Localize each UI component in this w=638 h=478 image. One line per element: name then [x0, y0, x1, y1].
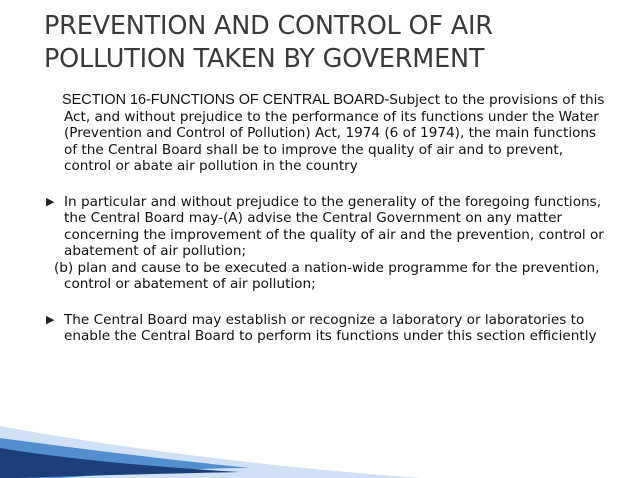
slide-title-line-1: PREVENTION AND CONTROL OF AIR: [44, 11, 493, 41]
slide-title-line-2: POLLUTION TAKEN BY GOVERMENT: [44, 44, 485, 74]
corner-swoosh-decoration: [0, 388, 638, 478]
sub-item-b-text: (b) plan and cause to be executed a nation-wide programme for the prevention, control or abatement of air pollution;: [54, 259, 600, 292]
section-16-paragraph: [46, 92, 606, 175]
sub-item-b: [46, 260, 606, 293]
section-heading: SECTION 16-FUNCTIONS OF CENTRAL BOARD-: [62, 92, 390, 108]
bullet-arrow-icon: ▶: [46, 312, 55, 326]
bullet-text-laboratory: The Central Board may establish or recognize a laboratory or laboratories to enable the Central Board to perform its functions under this section efficiently: [64, 311, 597, 344]
bullet-text-advise: In particular and without prejudice to the generality of the foregoing functions, the Central Board may-(A) advise the Central Government on any matter concerning the improvement of the quality of air and the prevention, control or abatement of air pollution;: [64, 193, 604, 259]
slide-body: [46, 92, 606, 345]
bullet-arrow-icon: ▶: [46, 194, 55, 208]
bullet-item-advise: [46, 194, 606, 260]
bullet-item-laboratory: [46, 312, 606, 345]
slide-title: [44, 10, 624, 76]
section-text: Subject to the provisions of this Act, and without prejudice to the performance of its functions under the Water (Prevention and Control of Pollution) Act, 1974 (6 of 1974), the main functions of the Central Board shall be to improve the quality of air and to prevent, control or abate air pollution in the country: [64, 92, 605, 174]
